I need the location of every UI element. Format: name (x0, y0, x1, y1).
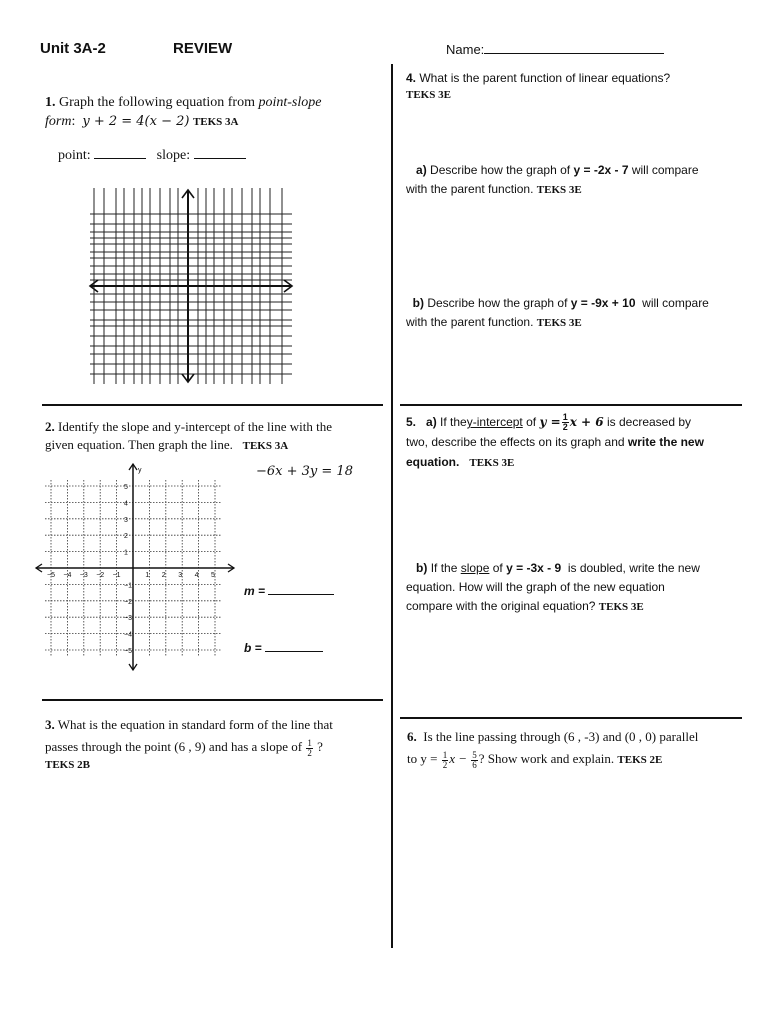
q4a-teks: TEKS 3E (536, 184, 582, 196)
q2-y-tick-label: 3 (124, 516, 128, 524)
q2-equation: −6x + 3y = 18 (256, 464, 353, 479)
q4-text: What is the parent function of linear equations? (419, 71, 671, 85)
q4a-text3: with the parent function. (406, 182, 534, 196)
q4-prompt (406, 70, 746, 103)
q4a-label: a) (416, 163, 427, 177)
q3-qmark: ? (317, 739, 323, 754)
q3-slope-fraction: $\frac{1}{2}$ (307, 737, 312, 758)
q3-text-line1: What is the equation in standard form of the line that (57, 717, 333, 732)
q5-number: 5. (406, 415, 417, 429)
q5b-text2: of (492, 561, 503, 575)
q5a-underlined: y-intercept (466, 415, 523, 429)
q3-text-line2: passes through the point (6 , 9) and has a slope of (45, 739, 303, 754)
divider-q1-q2 (42, 404, 383, 406)
q5b-underlined: slope (460, 561, 490, 575)
unit-title: Unit 3A-2 (40, 40, 106, 57)
q2-x-tick-label: −1 (112, 572, 121, 579)
q2-y-tick-label: 2 (124, 533, 128, 541)
q4a-equation: y = -2x - 7 (573, 163, 629, 177)
q2-number: 2. (45, 419, 55, 434)
q2-b-blank[interactable] (265, 651, 323, 652)
q2-y-tick-label: 1 (124, 549, 128, 557)
q5a-text3: is decreased by (606, 415, 692, 429)
q4a-text2: will compare (631, 163, 699, 177)
q3-number: 3. (45, 717, 55, 732)
q1-equation: y + 2 = 4(x − 2) (82, 114, 190, 129)
q5a-label: a) (426, 415, 437, 429)
q2-b-row (244, 641, 323, 655)
q5a-bold: write the new (627, 435, 704, 450)
q1-text-a: Graph the following equation from (59, 95, 255, 110)
q1-teks: TEKS 3A (192, 116, 239, 128)
review-title: REVIEW (173, 40, 233, 57)
q4b-text1: Describe how the graph of (427, 296, 568, 310)
q5a-prompt (406, 412, 751, 473)
q5b-prompt (406, 559, 751, 617)
q2-x-tick-label: 2 (161, 572, 166, 579)
q4a-text1: Describe how the graph of (430, 163, 571, 177)
q2-m-label: m = (244, 584, 269, 598)
q2-x-tick-label: −2 (96, 572, 105, 579)
q2-x-tick-label: 1 (145, 572, 150, 579)
q4b-prompt (406, 294, 751, 333)
q5b-text5: compare with the original equation? (406, 599, 596, 613)
q2-y-axis-label: y (138, 467, 142, 474)
q5a-text2: of (526, 415, 537, 429)
q2-m-blank[interactable] (268, 594, 334, 595)
q2-y-tick-label: −5 (124, 648, 132, 655)
q5b-text3: is doubled, write the new (567, 561, 700, 575)
q2-x-tick-label: −3 (79, 572, 88, 579)
q2-text-line2: given equation. Then graph the line. (45, 437, 233, 452)
q1-prompt: 1. Graph the following equation from point-slope form: y + 2 = 4(x − 2) TEKS 3A (45, 95, 322, 129)
q6-text1: Is the line passing through (6 , -3) and (0 , 0) parallel (423, 729, 699, 744)
q1-point-slope-row (58, 148, 246, 164)
name-label: Name: (446, 42, 485, 57)
q2-teks: TEKS 3A (242, 440, 289, 452)
q2-prompt (45, 418, 385, 455)
q6-text2a: to y = (407, 751, 438, 766)
divider-q5-q6 (400, 717, 742, 719)
q2-x-tick-label: 4 (194, 572, 199, 579)
q2-m-row (244, 584, 334, 598)
q2-y-tick-label: 5 (124, 484, 128, 491)
q4b-equation: y = -9x + 10 (570, 296, 636, 310)
q2-y-tick-label: −4 (124, 631, 132, 639)
q2-coordinate-grid[interactable] (34, 460, 238, 674)
q1-point-label: point: (58, 148, 91, 163)
q1-number: 1. (45, 95, 56, 110)
q6-fraction-1: $\frac{1}{2}$ (442, 749, 448, 770)
q2-x-tick-label: −4 (63, 572, 72, 579)
divider-q2-q3 (42, 699, 383, 701)
q2-x-tick-label: −5 (47, 572, 55, 579)
q6-fraction-2: $\frac{5}{6}$ (472, 749, 477, 770)
q4b-text2: will compare (642, 296, 709, 310)
q5b-label: b) (416, 561, 428, 575)
q5b-text1: If the (430, 561, 458, 575)
q1-point-blank[interactable] (94, 158, 146, 159)
q4-number: 4. (406, 71, 417, 85)
q4b-teks: TEKS 3E (536, 317, 582, 329)
q2-y-tick-label: −2 (124, 598, 132, 606)
q5a-teks: TEKS 3E (469, 457, 515, 470)
q1-slope-label: slope: (156, 148, 191, 163)
q2-y-tick-label: −3 (124, 615, 132, 623)
q4b-label: b) (412, 296, 424, 310)
q5a-eq-left: y = (539, 415, 561, 429)
q5a-eq-right: x + 6 (569, 415, 604, 429)
q5b-text4: equation. How will the graph of the new equation (406, 580, 665, 594)
q4-teks: TEKS 3E (406, 89, 451, 101)
q6-text2b: x − (449, 751, 467, 766)
q1-text-c: form (45, 114, 72, 129)
q1-text-b: point-slope (258, 95, 322, 110)
q4b-text3: with the parent function. (406, 315, 534, 329)
q2-x-tick-label: 3 (178, 572, 183, 579)
divider-q4-q5 (400, 404, 742, 406)
q2-y-tick-label: −1 (124, 582, 132, 590)
name-blank[interactable] (484, 53, 664, 54)
q3-prompt (45, 714, 385, 758)
q6-number: 6. (407, 729, 417, 744)
name-field[interactable] (446, 42, 664, 57)
q2-text-line1: Identify the slope and y-intercept of the line with the (58, 419, 332, 434)
q3-teks: TEKS 2B (45, 759, 90, 771)
q5b-teks: TEKS 3E (598, 601, 644, 613)
q6-prompt (407, 726, 752, 771)
q5a-bold2: equation. (406, 455, 460, 470)
q2-x-tick-label: 5 (211, 572, 215, 579)
q5b-equation: y = -3x - 9 (506, 561, 562, 575)
q5a-text1: If the (440, 415, 467, 429)
q6-teks: TEKS 2E (617, 754, 663, 766)
column-divider (391, 64, 393, 948)
q5a-fraction: $\frac{1}{2}$ (562, 412, 568, 433)
q1-slope-blank[interactable] (194, 158, 246, 159)
q5a-text4: two, describe the effects on its graph and (406, 435, 625, 450)
q6-text2c: ? Show work and explain. (478, 751, 615, 766)
q2-b-label: b = (244, 641, 266, 655)
q4a-prompt (406, 161, 751, 200)
q1-coordinate-grid[interactable] (86, 186, 298, 386)
q2-y-tick-label: 4 (124, 500, 128, 508)
